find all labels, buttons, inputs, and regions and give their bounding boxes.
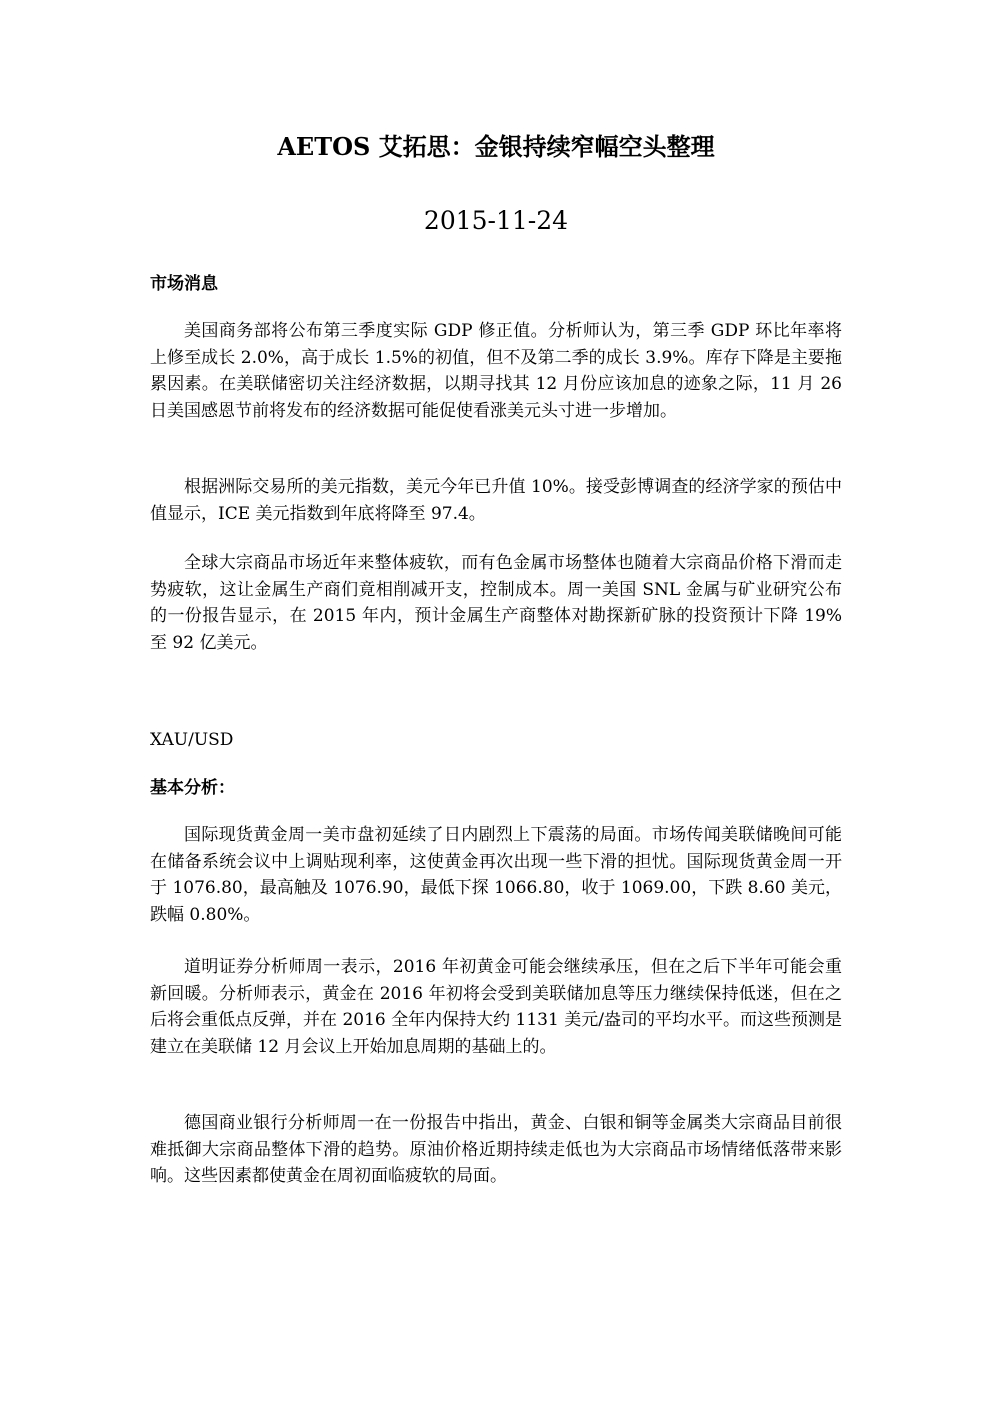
paragraph: 德国商业银行分析师周一在一份报告中指出，黄金、白银和铜等金属类大宗商品目前很难抵御大宗商品整体下滑的趋势。原油价格近期持续走低也为大宗商品市场情绪低落带来影响。这些因素都使黄金在周初面临疲软的局面。 xyxy=(150,1113,842,1186)
paragraph: 美国商务部将公布第三季度实际 GDP 修正值。分析师认为，第三季 GDP 环比年率将上修至成长 2.0%，高于成长 1.5%的初值，但不及第二季的成长 3.9%。库存下降是主要拖累因素。在美联储密切关注经济数据，以期寻找其 12 月份应该加息的迹象之际，11 月 26 日美国感恩节前将发布的经济数据可能促使看涨美元头寸进一步增加。 xyxy=(150,321,842,421)
section-heading-fundamental-analysis: 基本分析： xyxy=(150,778,235,798)
paragraph: 全球大宗商品市场近年来整体疲软，而有色金属市场整体也随着大宗商品价格下滑而走势疲软，这让金属生产商们竟相削减开支，控制成本。周一美国 SNL 金属与矿业研究公布的一份报告显示，在 2015 年内，预计金属生产商整体对勘探新矿脉的投资预计下降 19%至 92 亿美元。 xyxy=(150,553,842,653)
section-heading-market-news: 市场消息 xyxy=(150,274,218,294)
document-date: 2015-11-24 xyxy=(423,206,569,235)
paragraph: 道明证券分析师周一表示，2016 年初黄金可能会继续承压，但在之后下半年可能会重新回暖。分析师表示，黄金在 2016 年初将会受到美联储加息等压力继续保持低迷，但在之后将会重低点反弹，并在 2016 全年内保持大约 1131 美元/盎司的平均水平。而这些预测是建立在美联储 12 月会议上开始加息周期的基础上的。 xyxy=(150,957,842,1057)
paragraph: 根据洲际交易所的美元指数，美元今年已升值 10%。接受彭博调查的经济学家的预估中值显示，ICE 美元指数到年底将降至 97.4。 xyxy=(150,477,842,524)
document-title: AETOS 艾拓思：金银持续窄幅空头整理 xyxy=(277,132,715,161)
paragraph: 国际现货黄金周一美市盘初延续了日内剧烈上下震荡的局面。市场传闻美联储晚间可能在储备系统会议中上调贴现利率，这使黄金再次出现一些下滑的担忧。国际现货黄金周一开于 1076.80，最高触及 1076.90，最低下探 1066.80，收于 1069.00，下跌 8.60 美元，跌幅 0.80%。 xyxy=(150,825,842,925)
symbol-label: XAU/USD xyxy=(150,730,234,750)
